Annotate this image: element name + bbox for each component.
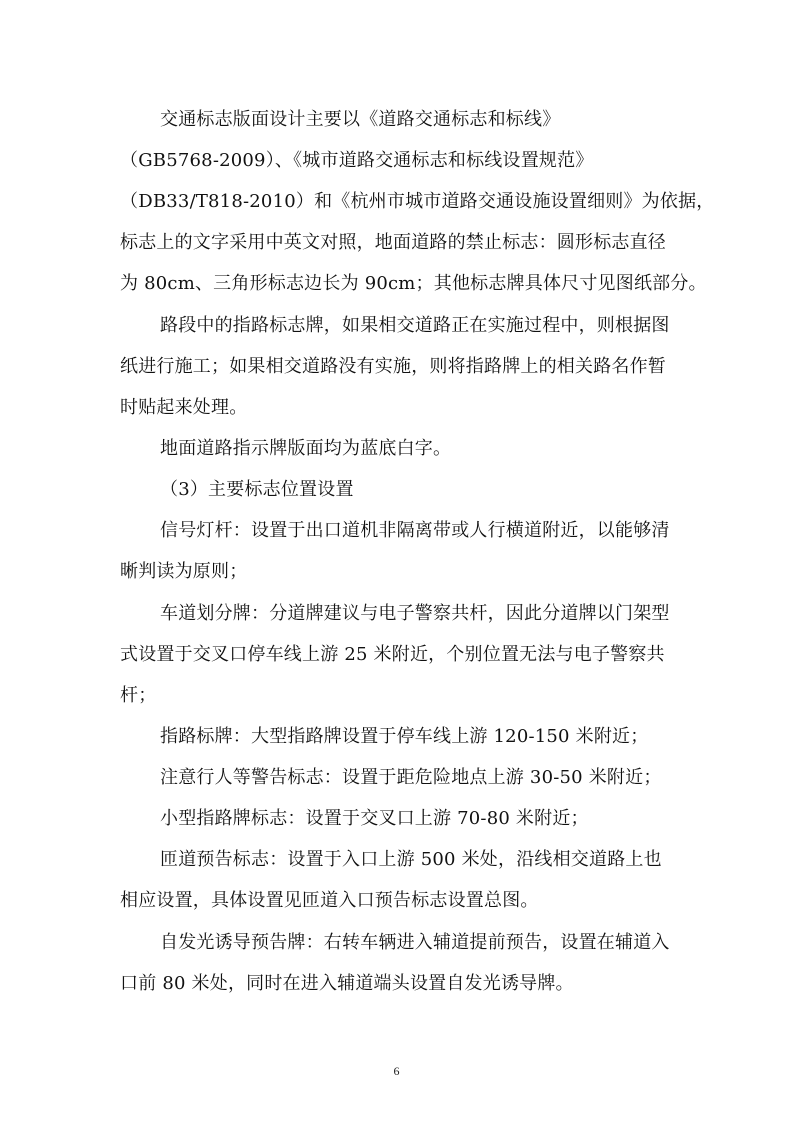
page-number: 6 — [393, 1064, 400, 1078]
paragraph-8-line-1: 注意行人等警告标志：设置于距危险地点上游 30-50 米附近； — [160, 767, 662, 788]
paragraph-1-line-3: （DB33/T818-2010）和《杭州市城市道路交通设施设置细则》为依据， — [120, 191, 715, 212]
paragraph-2-line-3: 时贴起来处理。 — [120, 397, 248, 418]
paragraph-6-line-1: 车道划分牌：分道牌建议与电子警察共杆，因此分道牌以门架型 — [160, 603, 670, 624]
paragraph-11-line-2: 口前 80 米处，同时在进入辅道端头设置自发光诱导牌。 — [120, 973, 574, 994]
paragraph-7-line-1: 指路标牌：大型指路牌设置于停车线上游 120-150 米附近； — [160, 726, 649, 747]
section-heading: （3）主要标志位置设置 — [160, 479, 354, 500]
paragraph-10-line-1: 匝道预告标志：设置于入口上游 500 米处，沿线相交道路上也 — [160, 849, 662, 870]
paragraph-2-line-1: 路段中的指路标志牌，如果相交道路正在实施过程中，则根据图 — [160, 315, 670, 336]
paragraph-6-line-3: 杆； — [120, 685, 157, 706]
paragraph-6-line-2: 式设置于交叉口停车线上游 25 米附近，个别位置无法与电子警察共 — [120, 644, 665, 665]
paragraph-11-line-1: 自发光诱导预告牌：右转车辆进入辅道提前预告，设置在辅道入 — [160, 932, 670, 953]
paragraph-1-line-1: 交通标志版面设计主要以《道路交通标志和标线》 — [160, 109, 561, 130]
paragraph-9-line-1: 小型指路牌标志：设置于交叉口上游 70-80 米附近； — [160, 808, 589, 829]
paragraph-1-line-4: 标志上的文字采用中英文对照，地面道路的禁止标志：圆形标志直径 — [120, 232, 666, 253]
paragraph-2-line-2: 纸进行施工；如果相交道路没有实施，则将指路牌上的相关路名作暂 — [120, 356, 666, 377]
paragraph-3-line-1: 地面道路指示牌版面均为蓝底白字。 — [160, 438, 452, 459]
paragraph-1-line-5: 为 80cm、三角形标志边长为 90cm；其他标志牌具体尺寸见图纸部分。 — [120, 273, 707, 294]
paragraph-10-line-2: 相应设置，具体设置见匝道入口预告标志设置总图。 — [120, 890, 539, 911]
paragraph-1-line-2: （GB5768-2009）、《城市道路交通标志和标线设置规范》 — [120, 150, 594, 171]
paragraph-5-line-2: 晰判读为原则； — [120, 561, 248, 582]
paragraph-5-line-1: 信号灯杆：设置于出口道机非隔离带或人行横道附近，以能够清 — [160, 520, 670, 541]
